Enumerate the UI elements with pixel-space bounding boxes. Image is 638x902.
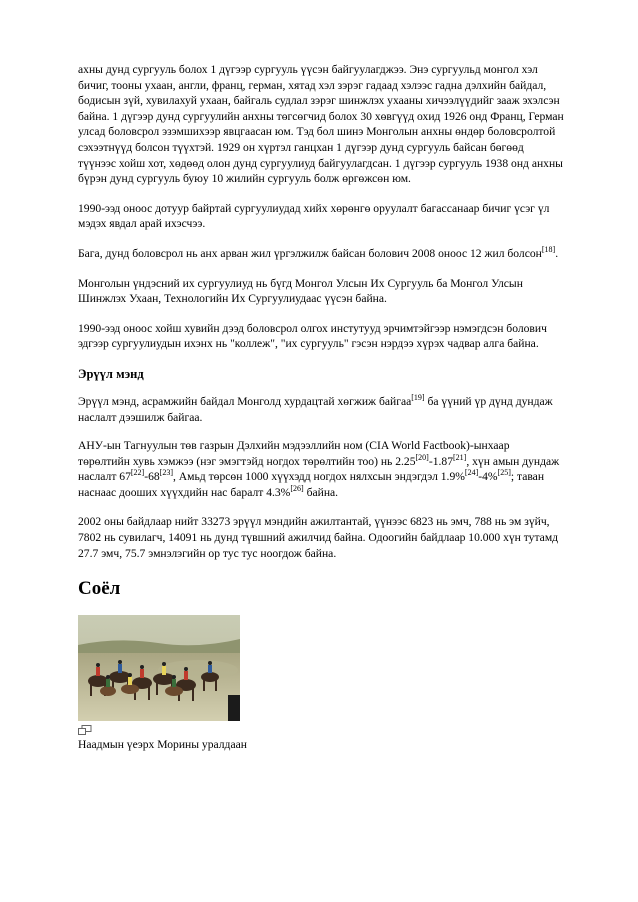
health-paragraph-2-f: -4% — [478, 470, 498, 484]
health-heading: Эрүүл мэнд — [78, 366, 144, 381]
enlarge-icon[interactable] — [78, 725, 92, 735]
citation-24[interactable]: [24] — [464, 468, 479, 478]
culture-heading: Соёл — [78, 578, 121, 600]
education-paragraph-3-text: Бага, дунд боловсрол нь анх арван жил үргэлжилж байсан болович 2008 оноос 12 жил болсон — [78, 246, 542, 260]
document-page — [78, 62, 564, 752]
health-paragraph-2-a: АНУ-ын Тагнуулын төв газрын Дэлхийн мэдээллийн ном (CIA World Factbook)-ынхаар төрөлтийн хувь хэмжээ (нэг эмэгтэйд ногдох төрөлтийн тоо) нь 2.25 — [78, 439, 510, 468]
citation-26[interactable]: [26] — [290, 483, 304, 493]
health-paragraph-1 — [78, 394, 564, 425]
health-paragraph-2-d: -68 — [144, 470, 160, 484]
education-paragraph-3 — [78, 246, 564, 262]
education-paragraph-4: Монголын үндэсний их сургуулиуд нь бүгд Монгол Улсын Их Сургууль ба Монгол Улсын Шинжлэх Ухаан, Технологийн Их Сургуулиудаас үүсэн байна. — [78, 276, 523, 306]
citation-22[interactable]: [22] — [130, 468, 145, 478]
photo-caption: Наадмын үеэрх Морины уралдаан — [78, 738, 247, 752]
citation-25[interactable]: [25] — [497, 468, 511, 478]
health-paragraph-2 — [78, 438, 564, 500]
health-paragraph-2-b: -1.87 — [428, 454, 453, 468]
health-paragraph-3: 2002 оны байдлаар нийт 33273 эрүүл мэндийн ажилтантай, үүнээс 6823 нь эмч, 788 нь эм зүйч, 7802 нь сувилагч, 14091 нь дунд түвшний ажилчид байна. Одоогийн байдлаар 10.000 хүн тутамд 27.7 эмч, 75.7 эмнэлэгийн ор тус тус ноогдож байна. — [78, 515, 559, 560]
citation-21[interactable]: [21] — [453, 452, 467, 462]
health-paragraph-1-b: ба үүний үр дүнд дундаж наслалт дээшилж байгаа. — [78, 394, 553, 424]
health-paragraph-2-h: байна. — [303, 485, 339, 499]
education-paragraph-1: ахны дунд сургууль болох 1 дүгээр сургууль үүсэн байгуулагджээ. Энэ сургуульд монгол хэл бичиг, тооны ухаан, англи, франц, герман, хятад хэл зэрэг гадаад хэлээс гадна дэлхийн байдал, бодисын зүй, хувилахуй ухаан, байгаль судлал зэрэг шинжлэх ухааны хичээлүүдийг зааж эхэлсэн байна. 1 дүгээр дунд сургуулийн анхны төгсөгчид болох 30 хөвгүүд охид 1926 онд Франц, Герман улсад боловсрол эзэмшихээр явцгаасан юм. Тэд бол шинэ Монголын анхны өндөр боловсролтой сэхээтнүүд болсон түүхтэй. 1929 он хүртэл ганцхан 1 дүгээр дунд сургууль байсан бөгөөд түүнээс хойш хот, хөдөөд олон дунд сургуулиуд байгуулагдсан. 1 дүгээр сургууль 1938 онд анхны бүрэн дунд сургууль буюу 10 жилийн сургууль болж өргөжсөн юм. — [78, 63, 564, 186]
education-paragraph-5: 1990-ээд оноос хойш хувийн дээд боловсрол олгох инстутууд эрчимтэйгээр нэмэгдсэн болович эдгээр сургуулиудын ихэнх нь "коллеж", "их сургууль" гэсэн нэрдээ хүрэх чадвар алга байна. — [78, 321, 547, 351]
citation-23[interactable]: [23] — [159, 468, 173, 478]
health-paragraph-2-g: ; таван наснаас дооших хүүхдийн нас баралт 4.3% — [78, 470, 545, 499]
education-paragraph-3-end: . — [555, 246, 559, 260]
citation-19[interactable]: [19] — [411, 392, 425, 402]
education-paragraph-2: 1990-ээд оноос дотуур байртай сургуулиудад хийх хөрөнгө оруулалт багассанаар бичиг үсэг үл мэдэх явдал арай ихэсчээ. — [78, 201, 550, 231]
health-paragraph-2-c: , хүн амын дундаж наслалт 67 — [78, 454, 560, 484]
horse-race-photo[interactable] — [78, 615, 240, 721]
health-paragraph-2-e: , Амьд төрсөн 1000 хүүхэдд ногдох нялхсын эндэгдэл 1.9% — [173, 470, 465, 484]
citation-18[interactable]: [18] — [541, 244, 556, 254]
citation-20[interactable]: [20] — [415, 452, 429, 462]
health-paragraph-1-a: Эрүүл мэнд, асрамжийн байдал Монголд хурдацтай хөгжиж байгаа — [78, 394, 412, 408]
